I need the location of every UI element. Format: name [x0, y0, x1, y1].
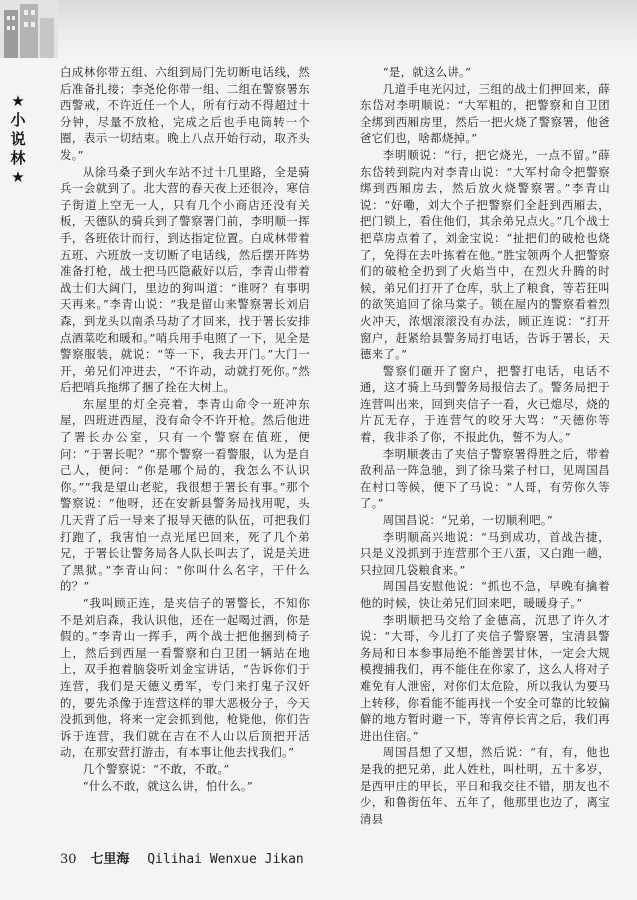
- paragraph: “什么不敢，就这么讲，怕什么。”: [82, 778, 254, 793]
- left-text-column: [60, 64, 310, 816]
- paragraph: 从徐马桑子到火车站不过十几里路，全是骑兵一会就到了。北大营的春天夜上还很冷，寒信子街道上空无一人，只有几个小商店还没有关板，天德队的骑兵到了警察署门前，李明顺一挥手，各班依计而行，到达指定位置。白成林带着五班、六班放一支切断了电话线，然后摆开阵势准备打枪，战士把马匹隐蔽好以后，李青山带着战士们大阔门，里边的狗叫道：“谁呀？有事明天再来。”李青山说：“我是留山来警察署长刘启森，到龙头以南杀马劫了才回来，找于署长安排点酒菜吃和暖和。”哨兵用手电照了一下，见全是警察服装，就说：“等一下，我去开门。”大门一开，弟兄们冲进去，“不许动，动就打死你。”然后把哨兵拖绑了捆了拴在大树上。: [60, 164, 310, 395]
- paragraph: 几个警察说：“不敢，不敢。”: [82, 761, 230, 776]
- section-label-char: 小: [10, 111, 26, 129]
- page-number: 30: [60, 852, 77, 867]
- paragraph: 警察们砸开了窗户，把警打电话，电话不通，这才骑上马到警务局报信去了。警务局把于连营叫出来，回到夹信子一看，火已熄尽，烧的片瓦无存，于连营气的咬牙大骂：“天德你等着，我非杀了你，不报此仇，誓不为人。”: [360, 363, 610, 445]
- paragraph: “我叫顾正连，是夹信子的署警长，不知你不是刘启森，我认识他，还在一起喝过酒，你是假的。”李青山一挥手，两个战士把他捆到椅子上，然后到西屋一看警察和白卫团一辆站在地上，双手抱着脑袋听刘金宝讲话，“告诉你们于连营，我们是天德义勇军，专门来打鬼子汉奸的，要先杀像于连营这样的罪大恶极分子，今天没抓到他，将来一定会抓到他，枪毙他，你们告诉于连营，我们就在吉在不人山以后顶把开活动，在那安营打游击，有本事让他去找我们。”: [60, 596, 310, 760]
- paragraph: 周国昌想了又想，然后说：“有，有，他也是我的把兄弟，此人姓杜，叫杜明，五十多岁，是西甲庄的甲长，平日和我交往不错，朋友也不少，和鲁街伍年、五年了，他那里也边了，离宝清县: [360, 745, 610, 826]
- paragraph: 白成林你带五组、六组到局门先切断电话线，然后准备扎接；李尧伦你带一组、二组在警察署东西警戒，不许近任一个人，所有行动不得超过十分钟，尽量不放枪，完成之后也手电筒转一个圈，表示一切结束。晚上八点开始行动，取齐头发。”: [60, 65, 310, 162]
- page-footer: [60, 848, 304, 867]
- section-label-char: 林: [10, 149, 26, 167]
- paragraph: 周国昌说：“兄弟，一切顺利吧。”: [382, 513, 554, 528]
- right-text-column: [360, 64, 610, 826]
- section-label-char: 说: [10, 130, 26, 148]
- paragraph: 李明顺说：“行，把它烧光，一点不留。”薛东岱转到院内对李青山说：“大军村命令把警察绑到西厢房去，然后放火烧警察署。”李青山说：“好嘞，刘大个子把警察们全赶到西厢去，把门锁上，看住他们，其余弟兄点火。”几个战士把草房点着了，刘金宝说：“扯把们的破枪也烧了，免得在去叶拣着在他。”胜宝领两个人把警察们的破枪全扔到了火焰当中，在烈火升腾的时候，弟兄们打开了仓库，驮上了粮食，等若狂叫的欲笑追回了徐马棠子。锁在屋内的警察看着烈火冲天，浓烟滚滚没有办法，顾正连说：“打开窗户，赶紧给县警务局打电话，告诉于署长，天德来了。”: [360, 147, 610, 362]
- section-label-char: ★: [11, 92, 25, 110]
- paragraph: 周国昌安慰他说：“抓也不急，早晚有擒着他的时候，快让弟兄们回来吧，暖暖身子。”: [360, 579, 610, 610]
- paragraph: 李明顺高兴地说：“马到成功，首战告捷，只是义没抓到于连营那个王八蛋，又白跑一趟，只拉回几袋粮食来。”: [360, 529, 610, 577]
- section-label-char: ★: [11, 168, 25, 186]
- building-logo-icon: [0, 0, 58, 58]
- header-band: [0, 0, 637, 58]
- header-gradient: [0, 0, 637, 58]
- paragraph: 几道手电光闪过，三组的战士们押回来，薛东岱对李明顺说：“大军粗的，把警察和自卫团全绑到西厢房里，然后一把火烧了警察署，他爸爸它们也，啥都烧掉。”: [360, 81, 610, 146]
- paragraph: 东屋里的灯全亮着，李青山命令一班冲东屋，四班进西屋，没有命令不许开枪。然后他进了署长办公室，只有一个警察在值班，便问：“于署长呢？”那个警察一看警服，认为是自己人，便问：“你是哪个局的，我怎么不认识你。”“我是望山老驼，我很想于署长有事。”那个警察说：“他呀，还在安新县警务局找用呢，头几天背了后一导来了报导天德的队伍，可把我们打跑了，我害怕一点光尾巴回来，死了几个弟兄，于署长让警务局各人队长叫去了，说是关进了黑狱。”李青山问：“你叫什么名字，干什么的？”: [60, 396, 310, 594]
- paragraph: “是，就这么讲。”: [382, 65, 472, 79]
- paragraph: 李明顺把马交给了金德高，沉思了许久才说：“大哥，今儿打了夹信子警察署，宝清县警务局和日本参事局绝不能善罢甘休，一定会大规模搜捕我们，再不能住在你家了，这么人将对子难免有人泄密，对你们太危险，所以我认为要马上转移，你看能不能再找一个安全可靠的比较偏僻的地方暂时避一下，等宵停长宵之后，我们再进出住宿。”: [360, 612, 610, 743]
- section-label: [8, 92, 28, 187]
- paragraph: 李明顺袭击了夹信子警察署得胜之后，带着敌利品一阵急驰，到了徐马棠子村口，见周国昌在村口等候，便下了马说：“人哥，有劳你久等了。”: [360, 446, 610, 511]
- magazine-name: 七里海: [90, 852, 130, 867]
- magazine-romanized-name: Qilihai Wenxue Jikan: [147, 852, 304, 867]
